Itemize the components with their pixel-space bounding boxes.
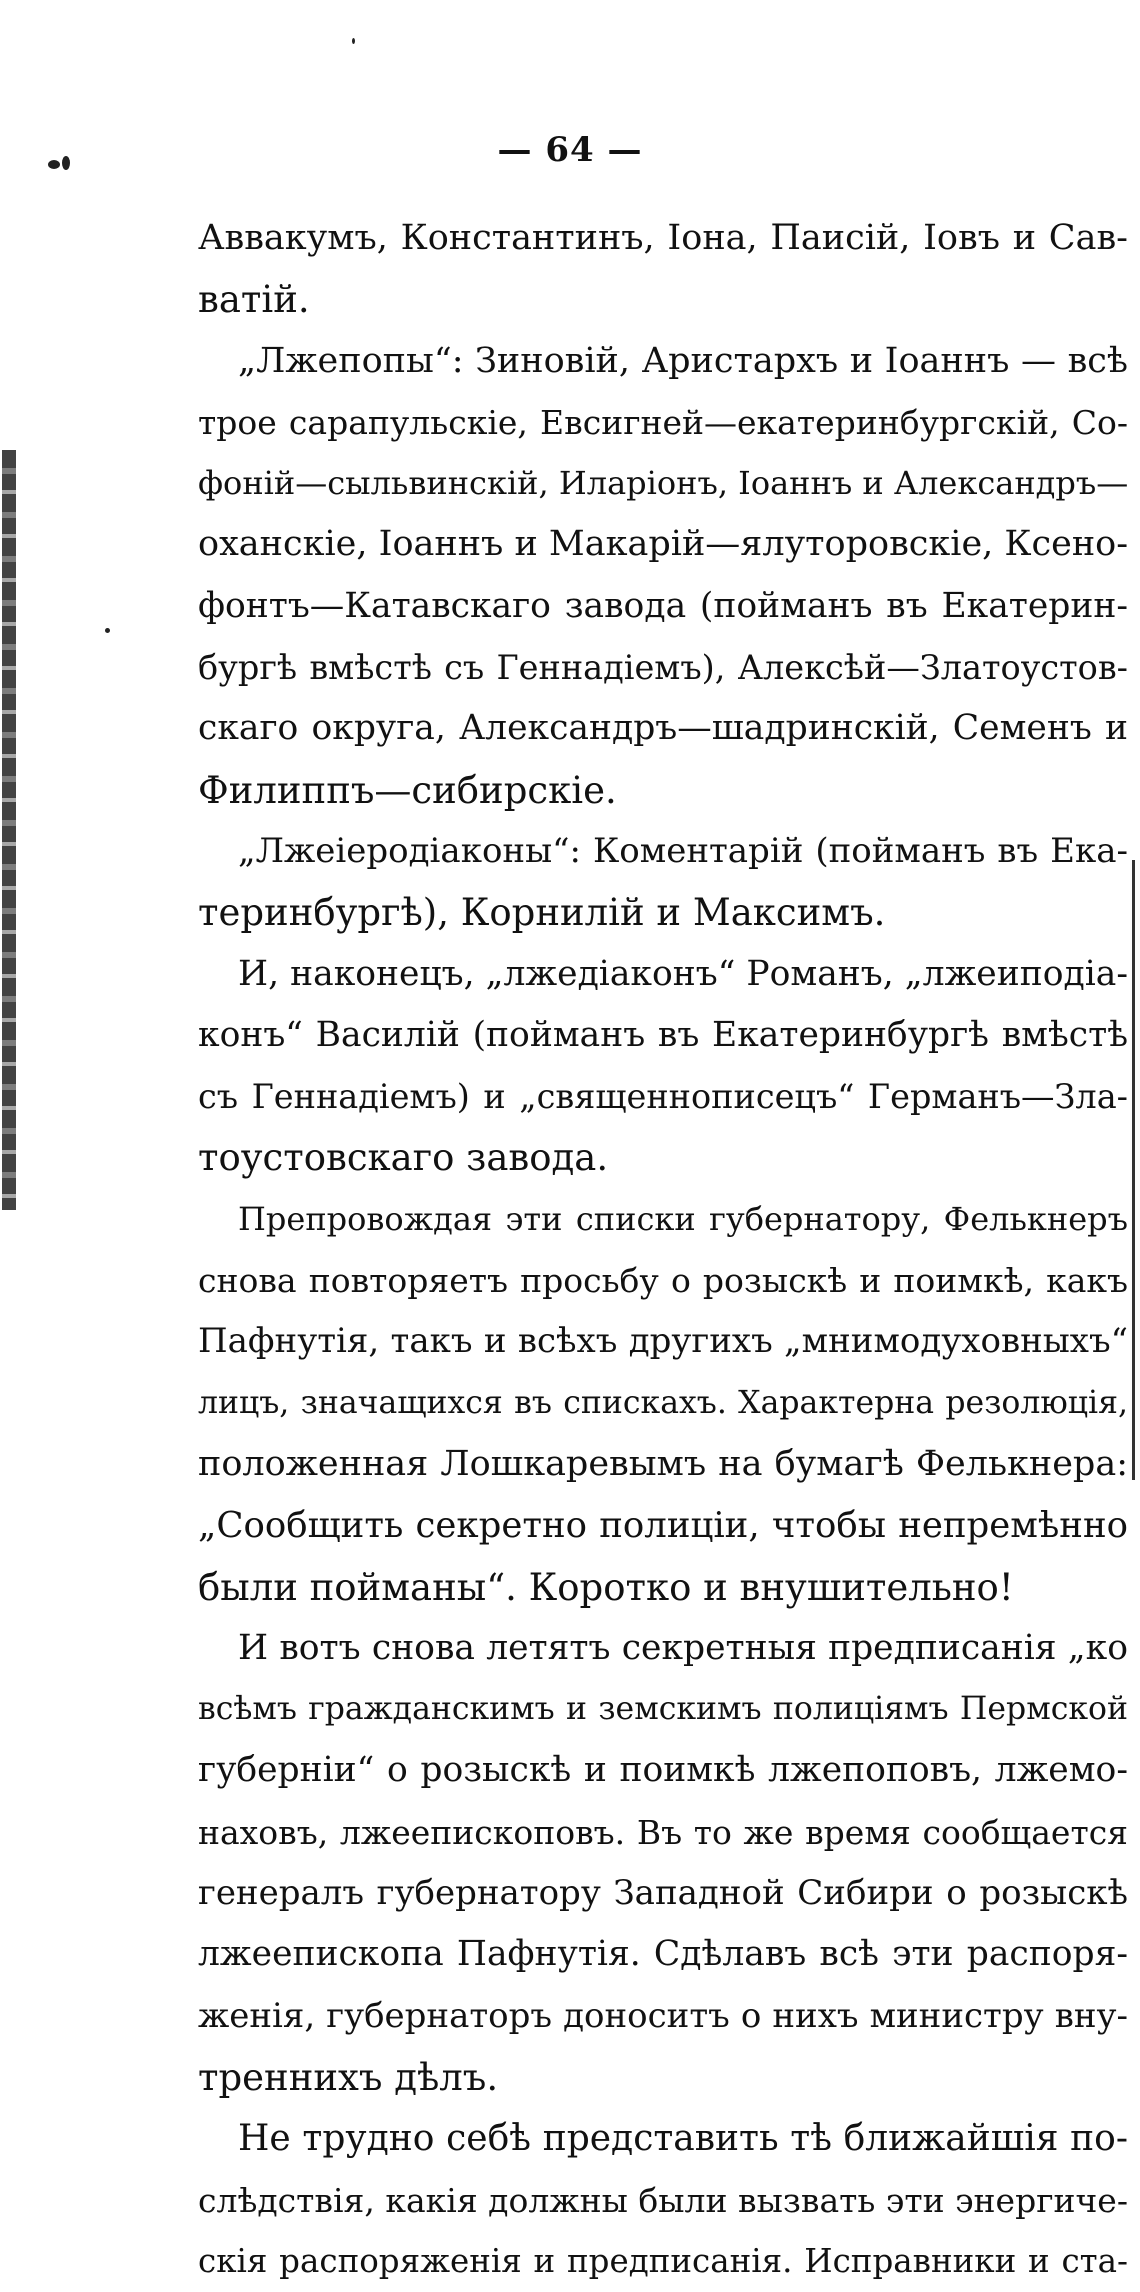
- text-line: губерніи“ о розыскѣ и поимкѣ лжепоповъ, лжемо-: [198, 1750, 1128, 1791]
- text-line: „Лжепопы“: Зиновій, Аристархъ и Іоаннъ — всѣ: [238, 340, 1128, 381]
- page-number: — 64 —: [497, 130, 643, 170]
- text-line: снова повторяетъ просьбу о розыскѣ и поимкѣ, какъ: [198, 1261, 1128, 1301]
- body-text: [198, 208, 1128, 2292]
- text-line: Пафнутія, такъ и всѣхъ другихъ „мнимодуховныхъ“: [198, 1321, 1128, 1362]
- text-line: были пойманы“. Коротко и внушительно!: [198, 1565, 1014, 1609]
- text-line: треннихъ дѣлъ.: [198, 2055, 499, 2099]
- text-line: фонтъ—Катавскаго завода (пойманъ въ Екатерин-: [198, 585, 1128, 626]
- text-line: И, наконецъ, „лжедіаконъ“ Романъ, „лжеиподіа-: [238, 953, 1128, 994]
- text-line: лжеепископа Пафнутія. Сдѣлавъ всѣ эти распоря-: [198, 1934, 1128, 1975]
- text-line: слѣдствія, какія должны были вызвать эти энергиче-: [198, 2180, 1128, 2220]
- page-edge-shadow: [1132, 860, 1135, 1480]
- text-line: скія распоряженія и предписанія. Исправники и ста-: [198, 2241, 1128, 2280]
- text-line: женія, губернаторъ доноситъ о нихъ министру вну-: [198, 1995, 1128, 2036]
- text-line: скаго округа, Александръ—шадринскій, Семенъ и: [198, 708, 1128, 749]
- text-line: ватій.: [198, 278, 310, 322]
- text-line: Препровождая эти списки губернатору, Фелькнеръ: [238, 1199, 1128, 1238]
- text-line: съ Геннадіемъ) и „священнописецъ“ Германъ—Зла-: [198, 1077, 1128, 1117]
- margin-stamp-mark: [2, 450, 16, 1210]
- text-line: генералъ губернатору Западной Сибири о розыскѣ: [198, 1873, 1128, 1914]
- text-line: тоустовскаго завода.: [198, 1136, 609, 1180]
- text-line: теринбургѣ), Корнилій и Максимъ.: [198, 891, 886, 935]
- text-line: Аввакумъ, Константинъ, Іона, Паисій, Іовъ и Сав-: [198, 218, 1128, 258]
- text-line: фоній—сыльвинскій, Иларіонъ, Іоаннъ и Александръ—: [198, 464, 1129, 503]
- ink-speck: [352, 38, 355, 44]
- text-line: „Сообщить секретно полиціи, чтобы непремѣнно: [198, 1505, 1128, 1547]
- text-line: наховъ, лжеепископовъ. Въ то же время сообщается: [198, 1812, 1128, 1852]
- text-line: Филиппъ—сибирскіе.: [198, 768, 617, 812]
- text-line: Не трудно себѣ представить тѣ ближайшія по-: [238, 2118, 1128, 2160]
- text-line: всѣмъ гражданскимъ и земскимъ полиціямъ Пермской: [198, 1691, 1128, 1728]
- ink-speck: [105, 628, 110, 633]
- text-line: бургѣ вмѣстѣ съ Геннадіемъ), Алексѣй—Златоустов-: [198, 648, 1128, 688]
- text-line: оханскіе, Іоаннъ и Макарій—ялуторовскіе, Ксено-: [198, 524, 1129, 565]
- text-line: конъ“ Василій (пойманъ въ Екатеринбургѣ вмѣстѣ: [198, 1014, 1128, 1055]
- text-line: положенная Лошкаревымъ на бумагѣ Фелькнера:: [198, 1443, 1128, 1484]
- text-line: лицъ, значащихся въ спискахъ. Характерна резолюція,: [198, 1384, 1128, 1421]
- text-line: И вотъ снова летятъ секретныя предписанія „ко: [238, 1627, 1128, 1668]
- text-line: трое сарапульскіе, Евсигней—екатеринбургскій, Со-: [198, 402, 1128, 442]
- text-line: „Лжеіеродіаконы“: Коментарій (пойманъ въ Ека-: [238, 830, 1128, 871]
